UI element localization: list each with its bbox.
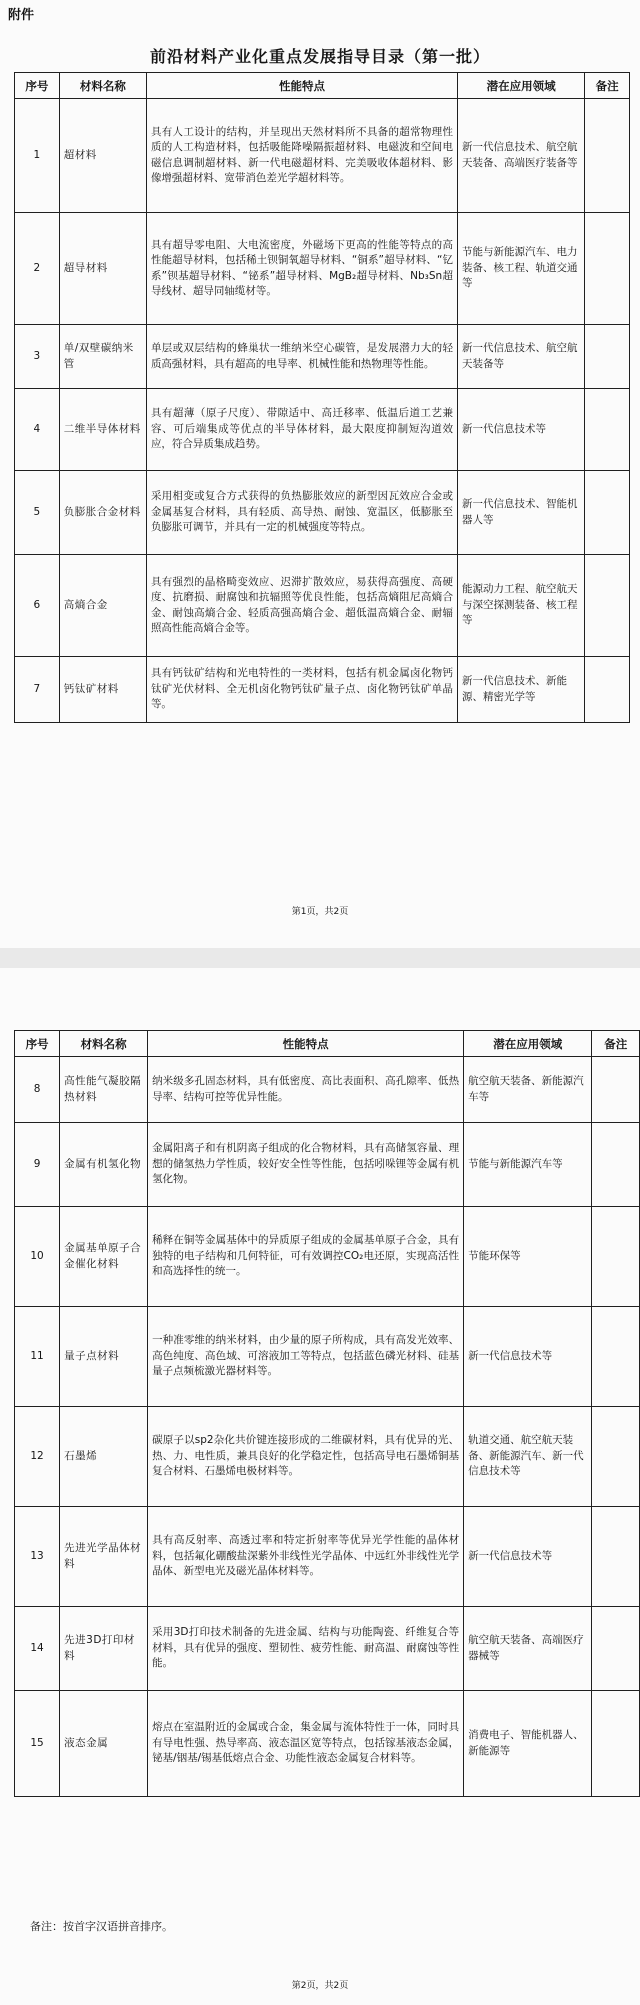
table-row — [15, 213, 630, 325]
row-material-name: 量子点材料 — [60, 1307, 148, 1407]
row-applications: 航空航天装备、高端医疗器械等 — [464, 1607, 592, 1691]
row-material-name: 石墨烯 — [60, 1407, 148, 1507]
row-features: 具有超薄（原子尺度）、带隙适中、高迁移率、低温后道工艺兼容、可后端集成等优点的半导体材料，最大限度抑制短沟道效应，符合异质集成趋势。 — [146, 389, 457, 471]
table-row — [15, 1607, 640, 1691]
table-row — [15, 1407, 640, 1507]
table-header-row — [15, 1031, 640, 1057]
catalog-table-1 — [14, 72, 630, 723]
row-no: 12 — [15, 1407, 60, 1507]
row-remarks — [592, 1207, 640, 1307]
table-row — [15, 325, 630, 389]
table-row — [15, 555, 630, 657]
row-remarks — [592, 1607, 640, 1691]
row-no: 11 — [15, 1307, 60, 1407]
row-material-name: 先进3D打印材料 — [60, 1607, 148, 1691]
row-material-name: 超材料 — [59, 99, 146, 213]
row-no: 8 — [15, 1057, 60, 1123]
row-applications: 节能环保等 — [464, 1207, 592, 1307]
row-material-name: 先进光学晶体材料 — [60, 1507, 148, 1607]
table-row — [15, 1507, 640, 1607]
row-remarks — [585, 99, 630, 213]
row-applications: 轨道交通、航空航天装备、新能源汽车、新一代信息技术等 — [464, 1407, 592, 1507]
row-features: 熔点在室温附近的金属或合金，集金属与流体特性于一体，同时具有导电性强、热导率高、液态温区宽等特点，包括镓基液态金属，铋基/铟基/锡基低熔点合金、功能性液态金属复合材料等。 — [148, 1691, 464, 1797]
row-remarks — [592, 1691, 640, 1797]
row-applications: 新一代信息技术、航空航天装备、高端医疗装备等 — [457, 99, 584, 213]
row-applications: 新一代信息技术等 — [457, 389, 584, 471]
row-features: 一种准零维的纳米材料，由少量的原子所构成，具有高发光效率、高色纯度、高色域、可溶液加工等特点，包括蓝色磷光材料、硅基量子点频梳激光器材料等。 — [148, 1307, 464, 1407]
row-material-name: 钙钛矿材料 — [59, 657, 146, 723]
header-no: 序号 — [15, 73, 60, 99]
page-number: 第1页，共2页 — [291, 907, 349, 917]
row-features: 稀释在铜等金属基体中的异质原子组成的金属基单原子合金，具有独特的电子结构和几何特征，可有效调控CO₂电还原，实现高活性和高选择性的统一。 — [148, 1207, 464, 1307]
table-row — [15, 1057, 640, 1123]
header-remarks: 备注 — [585, 73, 630, 99]
header-name: 材料名称 — [60, 1031, 148, 1057]
page-number: 第2页，共2页 — [291, 1981, 349, 1991]
row-features: 采用相变或复合方式获得的负热膨胀效应的新型因瓦效应合金或金属基复合材料，具有轻质、高导热、耐蚀、宽温区，低膨胀至负膨胀可调节，并具有一定的机械强度等特点。 — [146, 471, 457, 555]
row-features: 具有人工设计的结构，并呈现出天然材料所不具备的超常物理性质的人工构造材料，包括吸能降噪隔振超材料、电磁波和空间电磁信息调制超材料、新一代电磁超材料、完美吸收体超材料、影像增强超材料、宽带消色差光学超材料等。 — [146, 99, 457, 213]
row-applications: 能源动力工程、航空航天与深空探测装备、核工程等 — [457, 555, 584, 657]
row-no: 13 — [15, 1507, 60, 1607]
catalog-table-2 — [14, 1030, 640, 1797]
header-no: 序号 — [15, 1031, 60, 1057]
row-remarks — [585, 471, 630, 555]
row-remarks — [592, 1507, 640, 1607]
row-remarks — [592, 1057, 640, 1123]
document-page-1 — [0, 0, 640, 948]
row-remarks — [592, 1307, 640, 1407]
row-remarks — [585, 325, 630, 389]
row-material-name: 二维半导体材料 — [59, 389, 146, 471]
table-header-row — [15, 73, 630, 99]
row-no: 9 — [15, 1123, 60, 1207]
attachment-label: 附件 — [8, 8, 35, 23]
header-name: 材料名称 — [59, 73, 146, 99]
row-remarks — [585, 555, 630, 657]
row-no: 2 — [15, 213, 60, 325]
row-applications: 航空航天装备、新能源汽车等 — [464, 1057, 592, 1123]
row-applications: 消费电子、智能机器人、新能源等 — [464, 1691, 592, 1797]
row-features: 具有超导零电阻、大电流密度，外磁场下更高的性能等特点的高性能超导材料，包括稀土钡铜氧超导材料、“铜系”超导材料、“钇系”钡基超导材料、“铋系”超导材料、MgB₂超导材料、Nb₃Sn超导线材、超导同轴缆材等。 — [146, 213, 457, 325]
table-row — [15, 99, 630, 213]
row-features: 具有钙钛矿结构和光电特性的一类材料，包括有机金属卤化物钙钛矿光伏材料、全无机卤化物钙钛矿量子点、卤化物钙钛矿单晶等。 — [146, 657, 457, 723]
row-material-name: 高熵合金 — [59, 555, 146, 657]
row-applications: 新一代信息技术等 — [464, 1307, 592, 1407]
row-no: 14 — [15, 1607, 60, 1691]
table-row — [15, 1307, 640, 1407]
header-applications: 潜在应用领域 — [457, 73, 584, 99]
row-no: 4 — [15, 389, 60, 471]
row-remarks — [585, 657, 630, 723]
row-applications: 新一代信息技术、航空航天装备等 — [457, 325, 584, 389]
row-remarks — [585, 389, 630, 471]
row-material-name: 超导材料 — [59, 213, 146, 325]
row-remarks — [592, 1123, 640, 1207]
table-row — [15, 657, 630, 723]
row-material-name: 金属基单原子合金催化材料 — [60, 1207, 148, 1307]
row-features: 金属阳离子和有机阴离子组成的化合物材料，具有高储氢容量、理想的储氢热力学性质，较好安全性等性能，包括吲哚锂等金属有机氢化物。 — [148, 1123, 464, 1207]
row-no: 3 — [15, 325, 60, 389]
row-features: 具有高反射率、高透过率和特定折射率等优异光学性能的晶体材料，包括氟化硼酸盐深紫外非线性光学晶体、中远红外非线性光学晶体、新型电光及磁光晶体材料等。 — [148, 1507, 464, 1607]
row-remarks — [585, 213, 630, 325]
row-no: 5 — [15, 471, 60, 555]
row-no: 6 — [15, 555, 60, 657]
row-features: 碳原子以sp2杂化共价键连接形成的二维碳材料，具有优异的光、热、力、电性质，兼具良好的化学稳定性，包括高导电石墨烯铜基复合材料、石墨烯电极材料等。 — [148, 1407, 464, 1507]
row-applications: 节能与新能源汽车等 — [464, 1123, 592, 1207]
row-no: 1 — [15, 99, 60, 213]
row-applications: 节能与新能源汽车、电力装备、核工程、轨道交通等 — [457, 213, 584, 325]
row-no: 15 — [15, 1691, 60, 1797]
row-features: 采用3D打印技术制备的先进金属、结构与功能陶瓷、纤维复合等材料，具有优异的强度、塑韧性、疲劳性能、耐高温、耐腐蚀等性能。 — [148, 1607, 464, 1691]
row-material-name: 金属有机氢化物 — [60, 1123, 148, 1207]
row-material-name: 单/双壁碳纳米管 — [59, 325, 146, 389]
row-applications: 新一代信息技术、新能源、精密光学等 — [457, 657, 584, 723]
table-row — [15, 471, 630, 555]
document-page-2 — [0, 968, 640, 2005]
document-title: 前沿材料产业化重点发展指导目录（第一批） — [149, 47, 490, 66]
footnote: 备注：按首字汉语拼音排序。 — [30, 1920, 173, 1933]
row-no: 10 — [15, 1207, 60, 1307]
row-no: 7 — [15, 657, 60, 723]
row-features: 具有强烈的晶格畸变效应、迟滞扩散效应，易获得高强度、高硬度、抗磨损、耐腐蚀和抗辐照等优良性能，包括高熵阻尼高熵合金、耐蚀高熵合金、轻质高强高熵合金、超低温高熵合金、耐辐照高性能高熵合金等。 — [146, 555, 457, 657]
header-remarks: 备注 — [592, 1031, 640, 1057]
row-material-name: 高性能气凝胶隔热材料 — [60, 1057, 148, 1123]
table-row — [15, 1207, 640, 1307]
table-row — [15, 1691, 640, 1797]
row-applications: 新一代信息技术、智能机器人等 — [457, 471, 584, 555]
table-row — [15, 389, 630, 471]
header-applications: 潜在应用领域 — [464, 1031, 592, 1057]
table-row — [15, 1123, 640, 1207]
header-features: 性能特点 — [148, 1031, 464, 1057]
row-applications: 新一代信息技术等 — [464, 1507, 592, 1607]
row-remarks — [592, 1407, 640, 1507]
row-material-name: 负膨胀合金材料 — [59, 471, 146, 555]
row-material-name: 液态金属 — [60, 1691, 148, 1797]
row-features: 纳米级多孔固态材料，具有低密度、高比表面积、高孔隙率、低热导率、结构可控等优异性能。 — [148, 1057, 464, 1123]
header-features: 性能特点 — [146, 73, 457, 99]
row-features: 单层或双层结构的蜂巢状一维纳米空心碳管，是发展潜力大的轻质高强材料，具有超高的电导率、机械性能和热物理等性能。 — [146, 325, 457, 389]
